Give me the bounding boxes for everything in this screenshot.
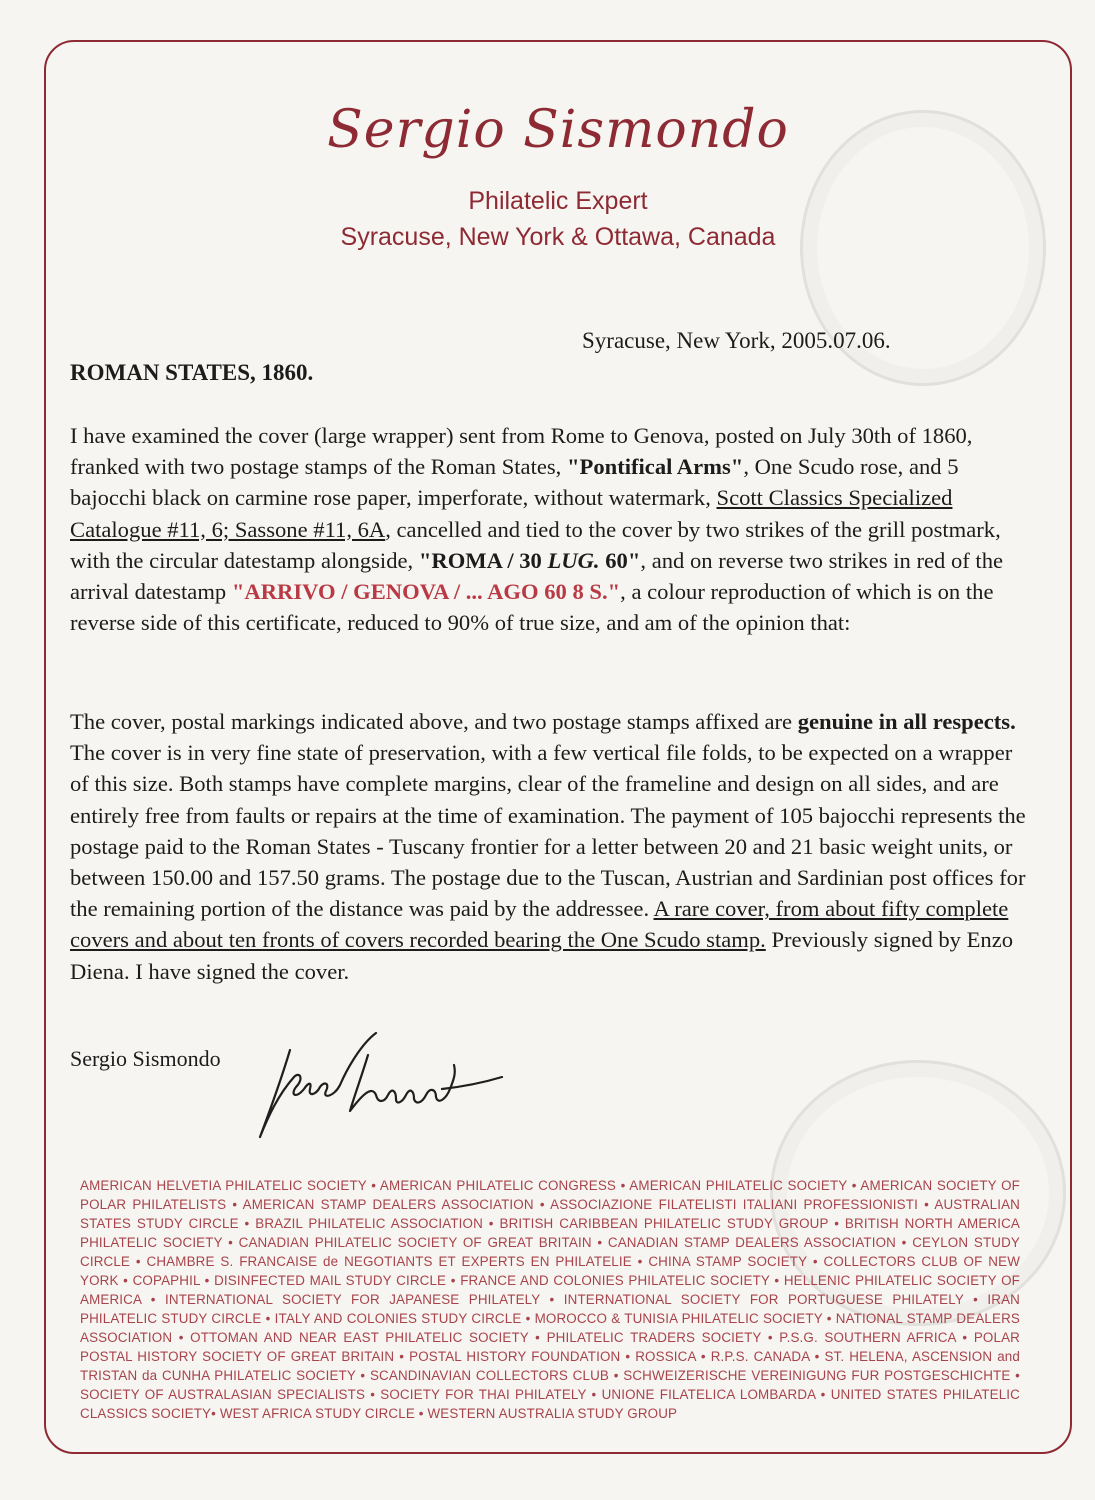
rarity-note: A rare cover, from about fifty complete covers and about ten fronts of covers recorded bearing the One Scudo stamp. — [70, 896, 1009, 953]
text-span: , a colour reproduction of which is on the reverse side of this certificate, reduced to 90% of true size, and am of the opinion that: — [70, 579, 994, 636]
letterhead-location: Syracuse, New York & Ottawa, Canada — [340, 223, 776, 251]
catalogue-reference: Scott Classics Specialized Catalogue #11, 6; Sassone #11, 6A — [70, 485, 953, 542]
dateline: Syracuse, New York, 2005.07.06. — [582, 328, 891, 353]
letterhead-title: Philatelic Expert — [468, 187, 648, 215]
bold-text: genuine in all respects. — [797, 709, 1016, 734]
bold-text: "Pontifical Arms" — [566, 454, 744, 480]
letterhead-name: Sergio Sismondo — [327, 100, 789, 160]
text-span: , cancelled and tied to the cover by two strikes of the grill postmark, with the circular datestamp alongside, — [70, 516, 1001, 573]
text-span: The cover, postal markings indicated above, and two postage stamps affixed are — [70, 709, 798, 734]
text-span: , and on reverse two strikes in red of the arrival datestamp — [70, 547, 1004, 605]
signoff-name: Sergio Sismondo — [70, 1046, 221, 1071]
text-span: , One Scudo rose, and 5 bajocchi black on carmine rose paper, imperforate, without watermark, — [70, 454, 959, 511]
text-span: Previously signed by Enzo Diena. I have signed the cover. — [70, 927, 1014, 984]
examination-paragraph — [70, 420, 1030, 638]
bold-text: 60" — [599, 547, 641, 573]
text-span: I have examined the cover (large wrapper) sent from Rome to Genova, posted on July 30th of 1860, franked with two postage stamps of the Roman States, — [70, 423, 973, 480]
handwritten-signature — [250, 1025, 520, 1155]
bold-italic-text: LUG. — [547, 547, 600, 573]
opinion-paragraph — [70, 706, 1030, 987]
red-datestamp-text: "ARRIVO / GENOVA / ... AGO 60 8 S." — [231, 579, 621, 605]
bold-text: "ROMA / 30 — [418, 547, 548, 573]
certificate-heading: ROMAN STATES, 1860. — [70, 360, 314, 385]
text-span: The cover is in very fine state of preservation, with a few vertical file folds, to be expected on a wrapper of this size. Both stamps have complete margins, clear of the frameline and design on all sides, and are entirely free from faults or repairs at the time of examination. The payment of 105 bajocchi represents the postage paid to the Roman States - Tuscany frontier for a letter between 20 and 21 basic weight units, or between 150.00 and 157.50 grams. The postage due to the Tuscan, Austrian and Sardinian post offices for the remaining portion of the distance was paid by the addressee. — [70, 740, 1026, 922]
society-memberships: AMERICAN HELVETIA PHILATELIC SOCIETY • AMERICAN PHILATELIC CONGRESS • AMERICAN PHILATELIC SOCIETY • AMERICAN SOCIETY OF POLAR PHILATELISTS • AMERICAN STAMP DEALERS ASSOCIATION • ASSOCIAZIONE FILATELISTI ITALIANI PROFESSIONISTI • AUSTRALIAN STATES STUDY CIRCLE • BRAZIL PHILATELIC ASSOCIATION • BRITISH CARIBBEAN PHILATELIC STUDY GROUP • BRITISH NORTH AMERICA PHILATELIC SOCIETY • CANADIAN PHILATELIC SOCIETY OF GREAT BRITAIN • CANADIAN STAMP DEALERS ASSOCIATION • CEYLON STUDY CIRCLE • CHAMBRE S. FRANCAISE de NEGOTIANTS ET EXPERTS EN PHILATELIE • CHINA STAMP SOCIETY • COLLECTORS CLUB OF NEW YORK • COPAPHIL • DISINFECTED MAIL STUDY CIRCLE • FRANCE AND COLONIES PHILATELIC SOCIETY • HELLENIC PHILATELIC SOCIETY OF AMERICA • INTERNATIONAL SOCIETY FOR JAPANESE PHILATELY • INTERNATIONAL SOCIETY FOR PORTUGUESE PHILATELY • IRAN PHILATELIC STUDY CIRCLE • ITALY AND COLONIES STUDY CIRCLE • MOROCCO & TUNISIA PHILATELIC SOCIETY • NATIONAL STAMP DEALERS ASSOCIATION • OTTOMAN AND NEAR EAST PHILATELIC SOCIETY • PHILATELIC TRADERS SOCIETY • P.S.G. SOUTHERN AFRICA • POLAR POSTAL HISTORY SOCIETY OF GREAT BRITAIN • POSTAL HISTORY FOUNDATION • ROSSICA • R.P.S. CANADA • ST. HELENA, ASCENSION and TRISTAN da CUNHA PHILATELIC SOCIETY • SCANDINAVIAN COLLECTORS CLUB • SCHWEIZERISCHE VEREINIGUNG FUR POSTGESCHICHTE • SOCIETY OF AUSTRALASIAN SPECIALISTS • SOCIETY FOR THAI PHILATELY • UNIONE FILATELICA LOMBARDA • UNITED STATES PHILATELIC CLASSICS SOCIETY• WEST AFRICA STUDY CIRCLE • WESTERN AUSTRALIA STUDY GROUP — [80, 1178, 1020, 1421]
